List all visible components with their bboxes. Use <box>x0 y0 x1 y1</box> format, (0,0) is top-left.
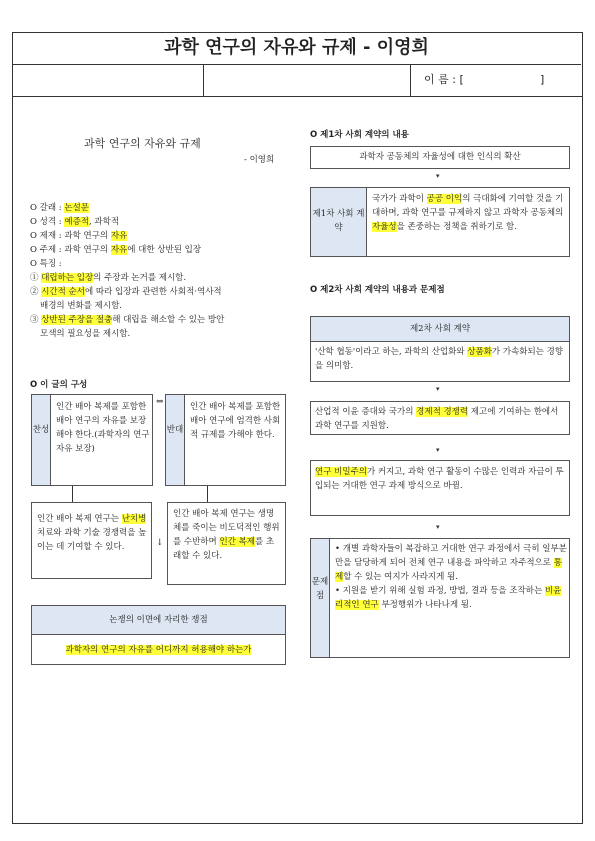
structure-heading: O 이 글의 구성 <box>30 380 88 390</box>
doc-title: 과학 연구의 자유와 규제 <box>84 137 201 150</box>
first-contract-text: 국가가 과학이 공공 이익의 극대화에 기여할 것을 기대하며, 과학 연구를 규제하지 않고 과학자 공동체의 자율성을 존중하는 정책을 취하기로 함. <box>372 194 564 232</box>
connector-line <box>207 486 208 502</box>
problem-item-2: • 지원을 받기 위해 실험 과정, 방법, 결과 등을 조작하는 비윤리적인 연구 부정행위가 나타나게 됨. <box>335 586 562 610</box>
exchange-icon: ⇔ <box>156 397 164 407</box>
issue-text: 과학자의 연구의 자유를 어디까지 허용해야 하는가 <box>65 645 252 655</box>
problem-label: 문제점 <box>311 539 330 657</box>
problem-text <box>335 542 567 612</box>
info-nature: O 성격 : 예증적, 과학적 <box>30 217 120 227</box>
con-detail-box <box>167 502 286 585</box>
problem-item-1: • 개별 과학자들이 복잡하고 거대한 연구 과정에서 극히 일부분만을 담당하게 되어 전체 연구 내용을 파악하고 자주적으로 통제할 수 있는 여지가 사라지게 됨. <box>335 544 567 582</box>
connector-line <box>72 486 73 502</box>
info-topic: O 제재 : 과학 연구의 자유 <box>30 231 128 241</box>
pro-text: 인간 배아 복제를 포함한 배아 연구의 자유를 보장해야 한다.(과학자의 연구 자유 보장) <box>56 402 150 454</box>
name-label: 이 름 : [ <box>424 73 464 86</box>
recognition-box: 과학자 공동체의 자율성에 대한 인식의 확산 <box>310 146 570 169</box>
info-features: O 특징 : <box>30 259 62 269</box>
con-box <box>165 394 286 486</box>
issue-title: 논쟁의 이면에 자리한 쟁점 <box>32 606 285 635</box>
header-separator <box>203 64 204 96</box>
page-title: 과학 연구의 자유와 규제 - 이영희 <box>12 32 581 65</box>
name-bracket-close: ] <box>540 73 545 86</box>
second-contract-heading: O 제2차 사회 계약의 내용과 문제점 <box>310 285 445 295</box>
first-contract-box <box>310 187 570 257</box>
info-genre: O 갈래 : 논설문 <box>30 203 90 213</box>
secrecy-box: 연구 비밀주의가 커지고, 과학 연구 활동이 수많은 인력과 자금이 투입되는 거대한 연구 과제 방식으로 바뀜. <box>310 460 570 516</box>
second-contract-label: 제2차 사회 계약 <box>311 317 569 342</box>
arrow-icon: ▾ <box>436 172 440 180</box>
economic-box: 산업적 이윤 증대와 국가의 경제적 경쟁력 제고에 기여하는 한에서 과학 연구를 지원함. <box>310 401 570 435</box>
first-contract-heading: O 제1차 사회 계약의 내용 <box>310 130 409 140</box>
first-contract-label: 제1차 사회 계약 <box>311 188 367 256</box>
second-contract-box <box>310 316 570 382</box>
feature-2: ② 시간적 순서에 따라 입장과 관련한 사회적·역사적 <box>30 287 222 297</box>
doc-author: - 이영희 <box>244 155 275 165</box>
down-arrow-icon: ↓ <box>156 538 164 548</box>
header-separator <box>410 64 411 96</box>
con-label: 반대 <box>166 395 185 485</box>
info-theme: O 주제 : 과학 연구의 자유에 대한 상반된 입장 <box>30 245 202 255</box>
feature-1: ① 대립하는 입장의 주장과 논거를 제시함. <box>30 273 187 283</box>
arrow-icon: ▾ <box>436 446 440 454</box>
header-divider <box>12 96 582 97</box>
pro-detail-box <box>31 502 152 579</box>
info-block <box>30 201 290 341</box>
con-text: 인간 배아 복제를 포함한 배아 연구에 엄격한 사회적 규제를 가해야 한다. <box>190 402 281 440</box>
pro-label: 찬성 <box>32 395 51 485</box>
con-detail-text: 인간 배아 복제 연구는 생명체를 죽이는 비도덕적인 행위를 수반하며 인간 복제를 초래할 수 있다. <box>173 509 280 561</box>
arrow-icon: ▾ <box>436 523 440 531</box>
problem-box <box>310 538 570 658</box>
issue-box <box>31 605 286 665</box>
feature-3-cont: 모색의 필요성을 제시함. <box>40 329 131 339</box>
arrow-icon: ▾ <box>436 385 440 393</box>
feature-3: ③ 상반된 주장을 절충해 대립을 해소할 수 있는 방안 <box>30 315 225 325</box>
pro-box <box>31 394 153 486</box>
feature-2-cont: 배경의 변화를 제시함. <box>40 301 123 311</box>
name-field[interactable] <box>414 66 574 94</box>
pro-detail-text: 인간 배아 복제 연구는 난치병 치료와 과학 기술 경쟁력을 높이는 데 기여할 수 있다. <box>37 514 147 552</box>
second-contract-intro: '산학 협동'이라고 하는, 과학의 산업화와 상품화가 가속화되는 경향을 의미함. <box>315 347 563 371</box>
